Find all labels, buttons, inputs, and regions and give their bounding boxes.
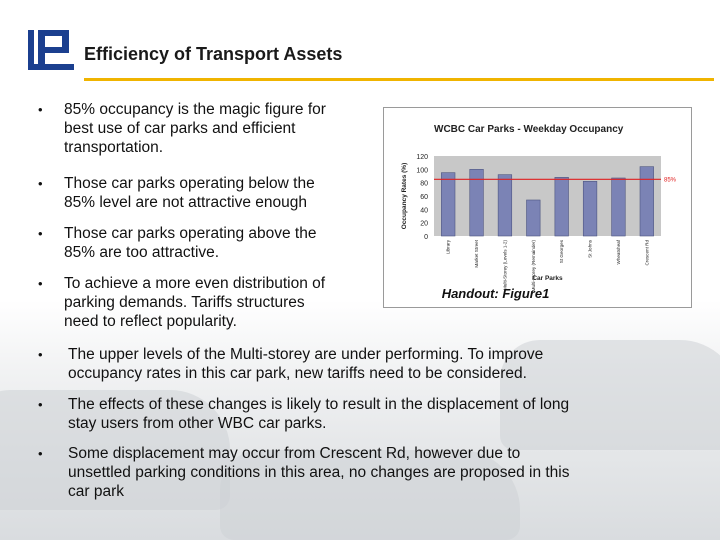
- bullet-dot: •: [38, 176, 43, 191]
- y-tick-label: 40: [420, 207, 428, 215]
- x-tick-label: Market Street: [474, 240, 480, 268]
- x-tick-label: Crescent Rd: [644, 240, 650, 266]
- bullet-text: Those car parks operating above the 85% are too attractive.: [64, 225, 317, 261]
- y-axis-label: Occupancy Rates (%): [401, 162, 408, 230]
- bullet-item: [26, 100, 386, 157]
- y-tick-label: 60: [420, 194, 428, 201]
- x-axis-label: Car Parks: [532, 275, 563, 282]
- occupancy-chart: [384, 108, 691, 307]
- plot-area: [434, 156, 661, 236]
- company-logo: [28, 30, 74, 70]
- bullet-text: Some displacement may occur from Crescent Rd, however due to unsettled parking conditions in this area, no changes are proposed in this car park: [68, 445, 570, 500]
- bullet-dot: •: [38, 446, 43, 461]
- bullet-text: 85% occupancy is the magic figure for best use of car parks and efficient transportation.: [64, 101, 326, 156]
- bullet-text: To achieve a more even distribution of parking demands. Tariffs structures need to reflect popularity.: [64, 275, 326, 330]
- y-tick-label: 0: [424, 234, 428, 241]
- x-tick-label: Wheatsheaf: [615, 240, 621, 265]
- bullet-dot: •: [38, 347, 43, 362]
- chart-bar: [555, 177, 569, 236]
- y-tick-label: 120: [416, 154, 428, 161]
- slide-title: Efficiency of Transport Assets: [84, 44, 343, 64]
- x-tick-label: Multi-Storey (Remainder): [530, 240, 536, 292]
- y-tick-label: 80: [420, 180, 428, 188]
- bullet-item: [26, 224, 386, 262]
- bullet-dot: •: [38, 397, 43, 412]
- bullet-item: [26, 444, 716, 501]
- bullet-dot: •: [38, 102, 43, 117]
- reference-line-label: 85%: [664, 177, 677, 184]
- chart-bar: [441, 173, 455, 236]
- chart-bar: [498, 175, 512, 236]
- bullet-item: [26, 395, 716, 433]
- y-tick-label: 100: [416, 167, 428, 175]
- bullet-text: The effects of these changes is likely to result in the displacement of long stay users from other WBC car parks.: [68, 396, 570, 432]
- bullet-text: The upper levels of the Multi-storey are under performing. To improve occupancy rates in this car park, new tariffs need to be considered.: [68, 346, 544, 382]
- chart-bar: [583, 181, 597, 236]
- chart-bar: [640, 167, 654, 236]
- x-tick-label: Multi-Storey (Levels 1-2): [502, 240, 508, 291]
- x-tick-label: St Georges: [559, 240, 565, 264]
- chart-bar: [527, 200, 541, 236]
- title-underline: [84, 78, 714, 81]
- bullet-dot: •: [38, 276, 43, 291]
- y-tick-label: 20: [420, 220, 428, 228]
- handout-caption: Handout: Figure1: [441, 286, 550, 301]
- chart-bar: [612, 178, 626, 236]
- chart-title: WCBC Car Parks - Weekday Occupancy: [434, 124, 624, 135]
- bullet-item: [26, 345, 716, 383]
- bullet-item: [26, 274, 386, 331]
- x-tick-label: St Johns: [587, 240, 593, 258]
- occupancy-chart-panel: [383, 107, 692, 308]
- bullet-text: Those car parks operating below the 85% level are not attractive enough: [64, 175, 315, 211]
- x-tick-label: Library: [445, 240, 451, 255]
- bullet-dot: •: [38, 226, 43, 241]
- bullet-item: [26, 174, 386, 212]
